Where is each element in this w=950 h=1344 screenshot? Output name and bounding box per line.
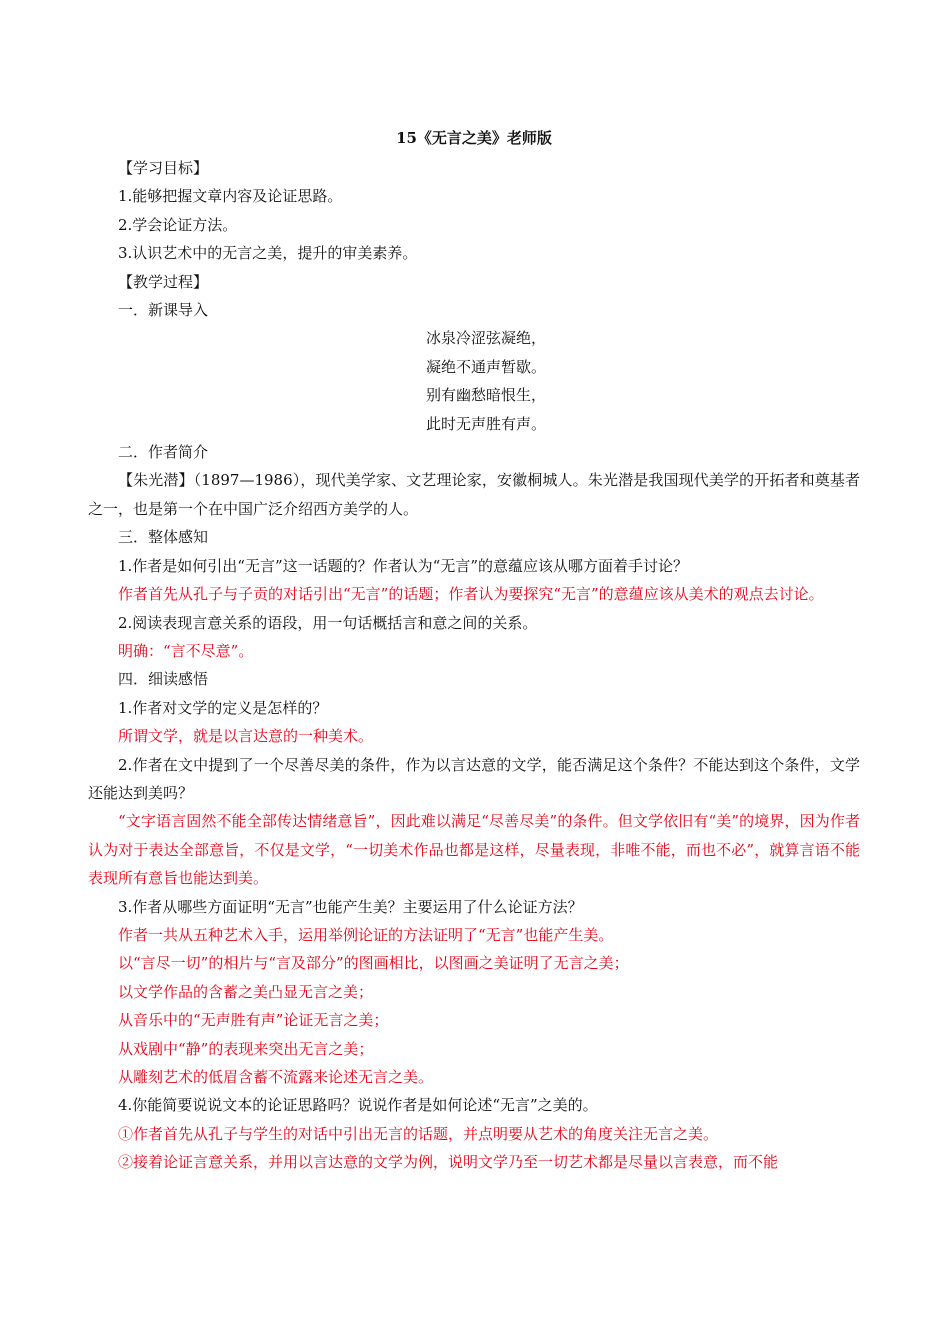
section-heading: 三．整体感知 [118,528,209,547]
answer-line: 以“言尽一切”的相片与“言及部分”的图画相比，以图画之美证明了无言之美； [118,954,629,973]
question: 3.作者从哪些方面证明“无言”也能产生美？主要运用了什么论证方法？ [118,897,583,916]
question: 1.作者对文学的定义是怎样的？ [118,698,328,717]
answer: 作者首先从孔子与子贡的对话引出“无言”的话题；作者认为要探究“无言”的意蕴应该从美术的观点去讨论。 [118,585,824,604]
section-heading: 一．新课导入 [118,301,209,320]
section-heading: 四．细读感悟 [118,670,209,689]
objective-item: 2.学会论证方法。 [118,215,238,234]
question: 2.阅读表现言意关系的语段，用一句话概括言和意之间的关系。 [118,613,538,632]
answer-line: 以文学作品的含蓄之美凸显无言之美； [118,982,374,1001]
objective-item: 1.能够把握文章内容及论证思路。 [118,187,343,206]
objectives-header: 【学习目标】 [118,159,209,177]
answer-line: 从戏剧中“静”的表现来突出无言之美； [118,1039,374,1058]
author-bio: 【朱光潜】（1897—1986），现代美学家、文艺理论家，安徽桐城人。朱光潜是我国现代美学的开拓者和奠基者之一，也是第一个在中国广泛介绍西方美学的人。 [88,471,860,518]
answer-line: ①作者首先从孔子与学生的对话中引出无言的话题，并点明要从艺术的角度关注无言之美。 [118,1124,719,1143]
answer-line: 作者一共从五种艺术入手，运用举例论证的方法证明了“无言”也能产生美。 [118,925,614,944]
poem-line: 此时无声胜有声。 [426,414,547,433]
question: 1.作者是如何引出“无言”这一话题的？作者认为“无言”的意蕴应该从哪方面着手讨论？ [118,556,688,575]
answer-line: ②接着论证言意关系，并用以言达意的文学为例，说明文学乃至一切艺术都是尽量以言表意，而不能 [118,1153,779,1172]
poem-line: 冰泉冷涩弦凝绝， [426,329,547,348]
poem-line: 凝绝不通声暂歇。 [426,357,547,376]
document-title: 15《无言之美》老师版 [396,129,552,147]
process-header: 【教学过程】 [118,272,209,291]
objective-item: 3.认识艺术中的无言之美，提升的审美素养。 [118,244,418,263]
poem-line: 别有幽愁暗恨生， [426,386,547,405]
question: 4.你能简要说说文本的论证思路吗？说说作者是如何论述“无言”之美的。 [118,1096,598,1115]
answer: 明确：“言不尽意”。 [118,641,254,660]
answer-line: 从音乐中的“无声胜有声”论证无言之美； [118,1011,389,1030]
question: 2.作者在文中提到了一个尽善尽美的条件，作为以言达意的文学，能否满足这个条件？不能达到这个条件，文学还能达到美吗？ [88,755,860,802]
document-page [88,126,860,1177]
answer: 所谓文学，就是以言达意的一种美术。 [118,727,374,746]
answer-line: 从雕刻艺术的低眉含蓄不流露来论述无言之美。 [118,1068,434,1086]
section-heading: 二．作者简介 [118,443,209,462]
answer: “文字语言固然不能全部传达情绪意旨”，因此难以满足“尽善尽美”的条件。但文学依旧有“美”的境界，因为作者认为对于表达全部意旨，不仅是文学，“一切美术作品也都是这样，尽量表现，非唯不能，而也不必”，就算言语不能表现所有意旨也能达到美。 [88,812,861,888]
